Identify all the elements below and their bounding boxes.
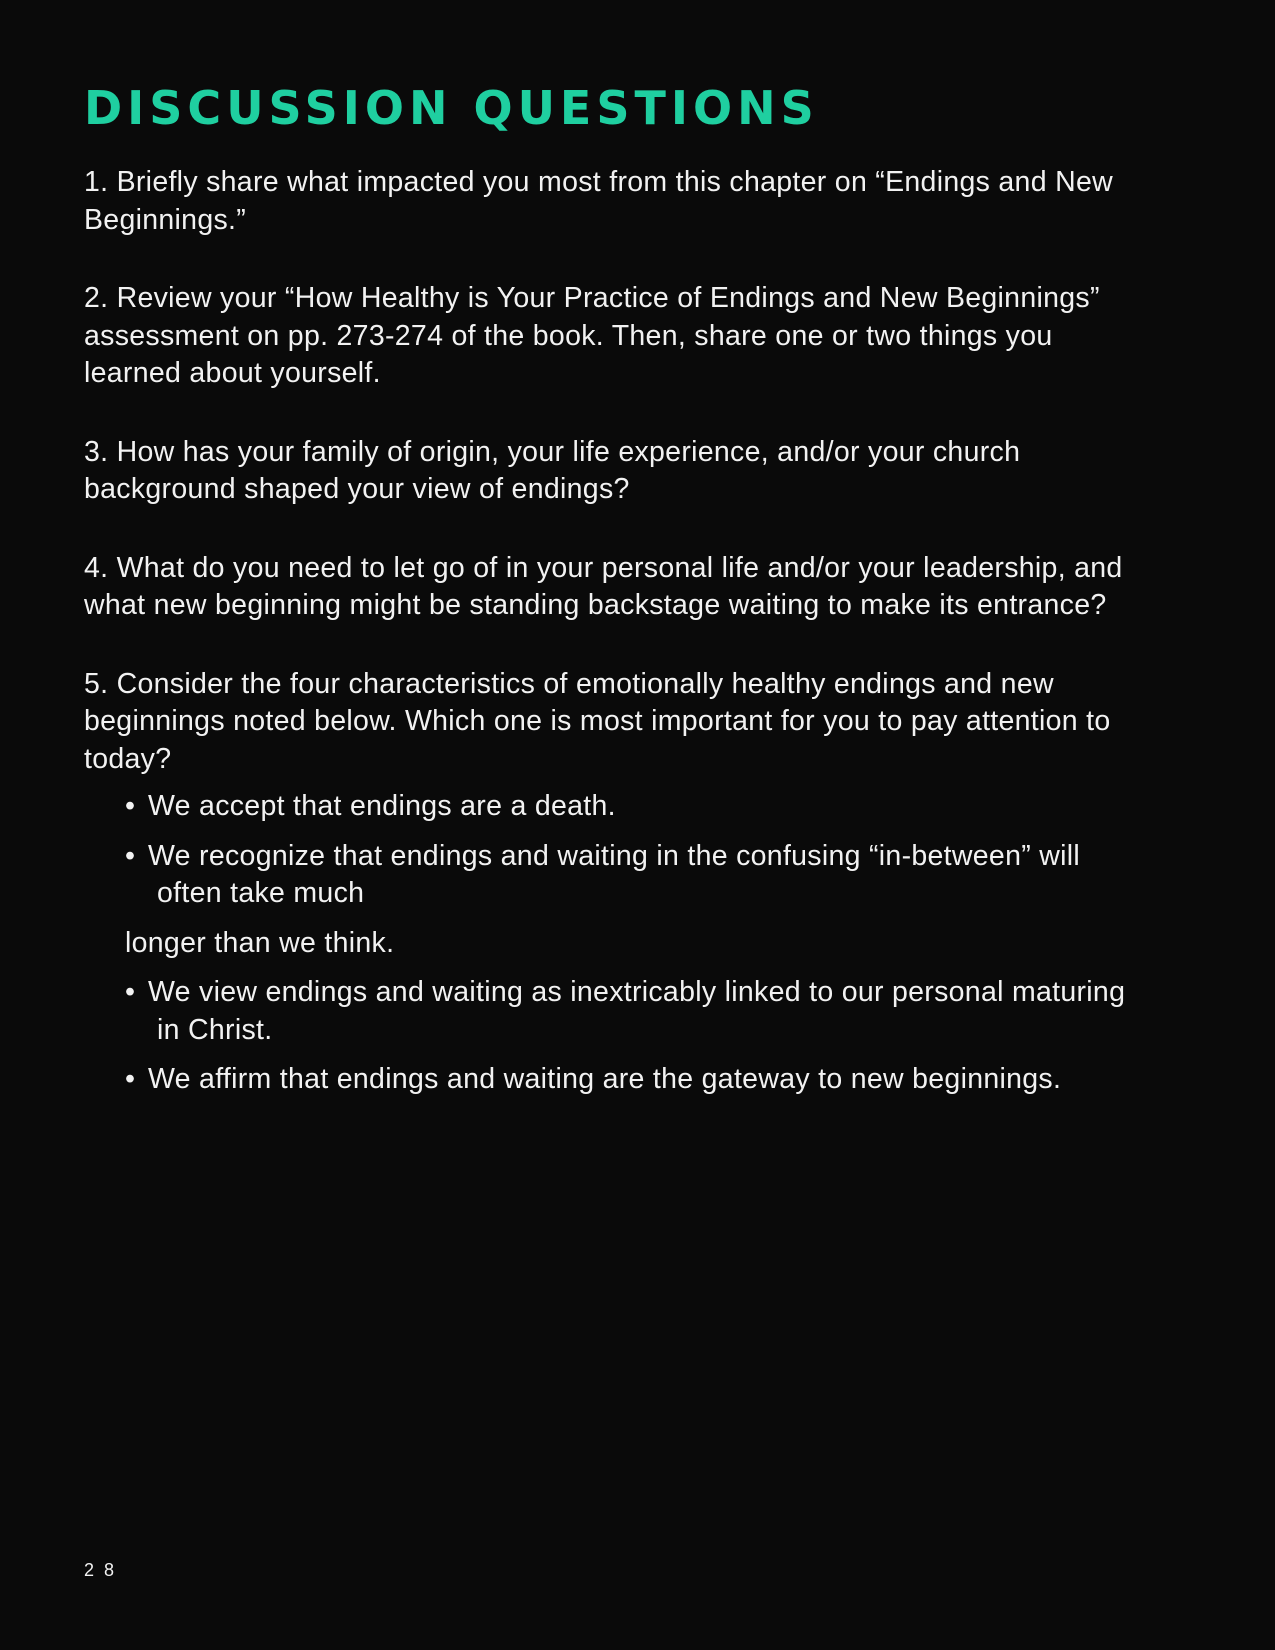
bullet-icon: • [125, 976, 136, 1008]
characteristics-list-continued [84, 974, 1144, 1099]
question-list [84, 164, 1144, 1099]
bullet-text: We accept that endings are a death. [148, 790, 616, 822]
bullet-text: We view endings and waiting as inextricably linked to our personal maturing in Christ. [148, 976, 1126, 1046]
question-2: 2. Review your “How Healthy is Your Practice of Endings and New Beginnings” assessment on pp. 273-274 of the book. Then, share one or two things you learned about yourself. [84, 282, 1100, 389]
bullet-icon: • [125, 790, 136, 822]
page-title: DISCUSSION QUESTIONS [84, 81, 819, 135]
bullet-icon: • [125, 1063, 136, 1095]
page-number: 28 [84, 1560, 125, 1580]
bullet-item [84, 974, 1144, 1049]
characteristics-list [84, 788, 1144, 913]
bullet-icon: • [125, 839, 136, 872]
question-1: 1. Briefly share what impacted you most from this chapter on “Endings and New Beginnings.” [84, 166, 1113, 236]
bullet-item [84, 1061, 1144, 1099]
bullet-text: We recognize that endings and waiting in the confusing “in-between” will often take much [148, 839, 1081, 909]
bullet-continuation: longer than we think. [125, 926, 395, 959]
question-3: 3. How has your family of origin, your life experience, and/or your church background shaped your view of endings? [84, 435, 1021, 505]
question-4: 4. What do you need to let go of in your personal life and/or your leadership, and what new beginning might be standing backstage waiting to make its entrance? [84, 551, 1123, 621]
bullet-text: We affirm that endings and waiting are the gateway to new beginnings. [148, 1063, 1062, 1095]
question-5: 5. Consider the four characteristics of emotionally healthy endings and new beginnings noted below. Which one is most important for you to pay attention to today? [84, 667, 1111, 775]
bullet-item [84, 788, 1144, 826]
bullet-item [84, 838, 1144, 913]
discussion-page [84, 80, 1144, 1111]
